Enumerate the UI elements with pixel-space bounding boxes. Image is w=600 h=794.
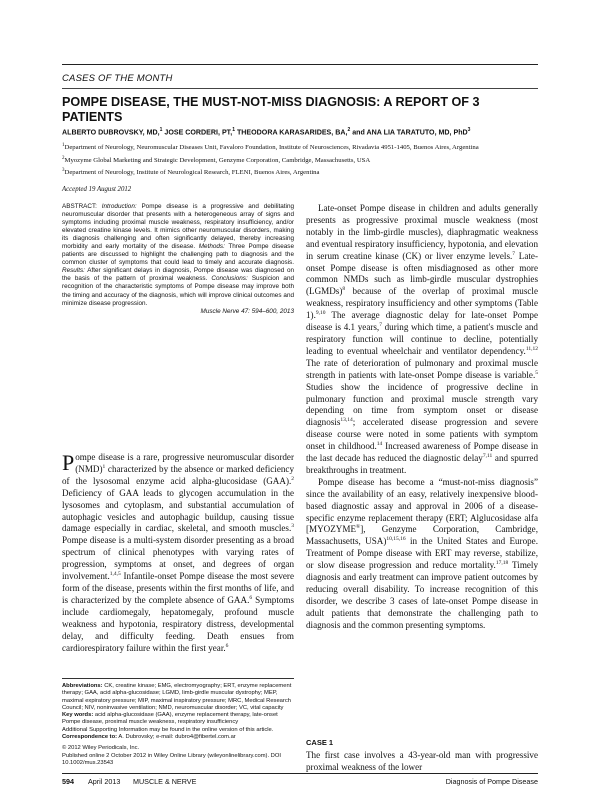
author-affil-sup: 3 [467, 127, 471, 133]
body-text: Pompe disease has become a “must-not-miss diagnosis” since the availability of an easy, relatively inexpensive blood-based diagnostic assay and approval in 2006 of a disease-specific enzyme replacement therapy (ERT; Alglucosidase alfa [MYOZYME [306, 476, 538, 535]
body-text: because of the overlap of proximal muscle weakness, respiratory insufficiency and other symptoms (Table 1). [306, 286, 538, 321]
citation-sup: 14 [376, 441, 383, 448]
body-left-column [62, 452, 294, 654]
accepted-date: Accepted 19 August 2012 [62, 186, 132, 193]
abstract-methods: Three Pompe disease patients are discussed to highlight the challenging path to diagnosis and the common cluster of symptoms that could lead to timely and accurate diagnosis. [62, 243, 295, 267]
abstract-conclusions-label: Conclusions: [211, 275, 248, 283]
body-text: Pompe disease is a multi-system disorder presenting as a broad spectrum of clinical phenotypes with varying rates of progression, symptoms at onset, and degrees of organ involvement. [62, 535, 294, 582]
body-text: ompe disease is a rare, progressive neuromuscular disorder (NMD) [75, 452, 294, 474]
citation-sup: 9,10 [315, 310, 326, 317]
issue-date: April 2013 [88, 777, 121, 786]
affiliation [62, 141, 538, 153]
affiliation [62, 166, 538, 178]
body-text: Timely diagnosis and early treatment can improve patient outcomes by reducing overall disability. To increase recognition of this disorder, we describe 3 cases of late-onset Pompe disease in adult patients that demonstrate the challenging path to diagnosis and the common presenting symptoms. [306, 560, 538, 630]
author: ALBERTO DUBROVSKY, MD, [62, 128, 160, 137]
abstract [62, 203, 294, 316]
top-rule [62, 64, 538, 65]
author: ANA LIA TARATUTO, MD, PhD [366, 128, 468, 137]
body-text: ], Genzyme Corporation, Cambridge, Massachusetts, USA) [306, 524, 538, 547]
journal-name: MUSCLE & NERVE [133, 777, 197, 786]
publication-info: Published online 2 October 2012 in Wiley Online Library (wileyonlinelibrary.com). DOI 10.1002/mus.23543 [62, 752, 281, 766]
citation-sup: 5 [535, 369, 538, 376]
keywords-text: acid alpha-glucosidase (GAA), enzyme replacement therapy, late-onset Pompe disease, proximal muscle weakness, respiratory insufficiency [62, 712, 278, 726]
body-text: The average diagnostic delay for late-onset Pompe disease is 4.1 years, [306, 310, 538, 333]
late-onset-paragraph [306, 203, 538, 477]
citation-sup: 7 [512, 250, 516, 257]
body-text: and spurred breakthroughs in treatment. [306, 453, 538, 475]
body-text: Deficiency of GAA leads to glycogen accumulation in the lysosomes and cytoplasm, and substantial accumulation of autophagic vesicles and autophagic buildup, causing tissue damage especially in cardiac, skeletal, and smooth muscles. [62, 487, 294, 534]
must-not-miss-paragraph [306, 477, 538, 632]
abbreviations-text: CK, creatine kinase; EMG, electromyography; ERT, enzyme replacement therapy; GAA, acid alpha-glucosidase; LGMD, limb-girdle muscular dystrophy; MEP, maximal expiratory pressure; MIP, maximal inspiratory pressure; MRC, Medical Research Council; NIV, noninvasive ventilation; NMD, neuromuscular disorder; VC, vital capacity [62, 683, 292, 711]
affiliation-text: Department of Neurology, Institute of Neurological Research, FLENI, Buenos Aires, Argentina [64, 169, 320, 177]
body-text: during which time, a patient's muscle and respiratory function will continue to decline, potentially leading to eventual wheelchair and ventilator dependency. [306, 322, 538, 356]
abstract-methods-label: Methods: [198, 243, 225, 251]
citation-sup: 1 [102, 463, 106, 470]
abbreviations-label: Abbreviations: [62, 683, 103, 689]
body-text: Infantile-onset Pompe disease the most severe form of the disease, presents within the first months of life, and is characterized by the complete absence of GAA. [62, 571, 294, 605]
body-text: Late-onset Pompe disease is often misdiagnosed as other more common NMDs such as limb-girdle muscular dystrophies (LGMDs) [306, 250, 538, 297]
author-affil-sup: 1 [159, 127, 163, 133]
author-affil-sup: 1 [232, 127, 235, 133]
section-label: CASES OF THE MONTH [62, 73, 173, 84]
affiliation-sup: 3 [62, 168, 65, 174]
body-text: Symptoms include cardiomegaly, hepatomegaly, profound muscle weakness and hypotonia, respiratory distress, developmental delay, and difficulty feeding. Death ensues from cardiorespiratory failure within the first year. [62, 594, 294, 653]
intro-paragraph [62, 452, 294, 654]
page-number: 594 [62, 777, 74, 786]
abstract-conclusions: Suspicion and recognition of the characteristic symptoms of Pompe disease may improve both the timing and accuracy of the diagnosis, which will improve clinical outcomes and minimize disease progression. [62, 275, 295, 307]
abstract-results: After significant delays in diagnosis, Pompe disease was diagnosed on the basis of the pattern of proximal weakness. [62, 267, 294, 283]
body-text: Increased awareness of Pompe disease in the last decade has reduced the diagnostic delay [306, 441, 538, 464]
drop-cap: P [62, 450, 75, 475]
author: JOSE CORDERI, PT, [164, 128, 233, 137]
affiliation [62, 154, 538, 166]
citation-sup: 7 [379, 322, 382, 329]
citation-sup: 1,4,5 [109, 571, 121, 578]
keywords [62, 712, 294, 727]
author-affil-sup: 2 [347, 127, 351, 133]
footer-rule [62, 773, 538, 774]
correspondence [62, 734, 294, 741]
case-1-text: The first case involves a 43-year-old man with progressive proximal weakness of the lower [306, 750, 538, 772]
abstract-intro-label: Introduction: [101, 203, 137, 210]
citation-sup: 8 [342, 286, 346, 293]
body-right-column [306, 203, 538, 632]
affiliation-sup: 1 [62, 143, 65, 148]
citation-sup: 17,18 [495, 560, 509, 567]
author-list [62, 127, 538, 136]
affiliations [62, 141, 538, 179]
abstract-citation: Muscle Nerve 47: 594–600, 2013 [200, 307, 294, 315]
body-text: in the United States and Europe. Treatment of Pompe disease with ERT may reverse, stabilize, or slow disease progression and reduce mortality. [306, 536, 538, 571]
abstract-results-label: Results: [62, 267, 85, 275]
citation-sup: 13,14 [340, 417, 353, 424]
citation-sup: 3 [291, 523, 294, 530]
copyright: © 2012 Wiley Periodicals, Inc. [62, 745, 140, 752]
supporting-info: Additional Supporting Information may be found in the online version of this article. [62, 726, 274, 733]
article-title: POMPE DISEASE, THE MUST-NOT-MISS DIAGNOSIS: A REPORT OF 3 PATIENTS [62, 95, 480, 124]
case-1-heading: CASE 1 [306, 738, 334, 747]
abstract-intro: Pompe disease is a progressive and debilitating neuromuscular disorder that presents with a heterogeneous array of signs and symptoms including proximal muscle weakness, respiratory insufficiency, and/or elevated creatine kinase levels. It mimics other neuromuscular disorders, making its diagnosis challenging and often significantly delayed, thereby increasing morbidity and early mortality of the disease. [62, 203, 295, 251]
author: THEODORA KARASARIDES, BA, [236, 128, 348, 137]
body-text: The rate of deterioration of pulmonary and proximal muscle strength in patients with late-onset Pompe disease is variable. [306, 357, 538, 380]
body-text: Late-onset Pompe disease in children and adults generally presents as progressive proximal muscle weakness (most notably in the limb-girdle muscles), diaphragmatic weakness and eventual respiratory insufficiency, hypotonia, and elevation in serum creatine kinase (CK) or liver enzyme levels. [306, 203, 538, 261]
registered-sup: ® [356, 524, 361, 531]
keywords-label: Key words: [62, 712, 94, 719]
affiliation-text: Department of Neurology, Neuromuscular Diseases Unit, Favaloro Foundation, Institute of Neurosciences, Rivadavia 4951-1405, Buenos Aires, Argentina [64, 144, 479, 152]
citation-sup: 10,15,16 [386, 536, 406, 543]
citation-sup: 6 [225, 642, 229, 649]
citation-sup: 7,11 [482, 453, 493, 459]
author-separator: and [350, 128, 367, 137]
affiliation-text: Myozyme Global Marketing and Strategic Development, Genzyme Corporation, Cambridge, Massachusetts, USA [64, 156, 371, 164]
citation-sup: 6 [249, 594, 253, 601]
correspondence-text: A. Dubrovsky; e-mail: dubro4@fibertel.com.ar [118, 734, 236, 741]
running-title: Diagnosis of Pompe Disease [445, 777, 538, 786]
citation-sup: 11,12 [525, 345, 538, 352]
body-text: Studies show the incidence of progressive decline in pulmonary function and proximal muscle strength vary depending on time from symptom onset or disease diagnosis [306, 381, 538, 428]
body-text: characterized by the absence or marked deficiency of the lysosomal enzyme acid alpha-glucosidase (GAA). [62, 463, 294, 486]
affiliation-sup: 2 [62, 155, 65, 161]
title-rule [62, 88, 538, 89]
citation-sup: 2 [291, 475, 294, 482]
abbreviations [62, 683, 294, 712]
footnote-rule [62, 678, 294, 679]
correspondence-label: Correspondence to: [62, 734, 118, 741]
body-text: ; accelerated disease progression and severe disease course were noted in some patients with symptom onset in childhood. [306, 417, 538, 452]
abstract-label: ABSTRACT: [62, 203, 97, 210]
footnotes [62, 683, 294, 767]
